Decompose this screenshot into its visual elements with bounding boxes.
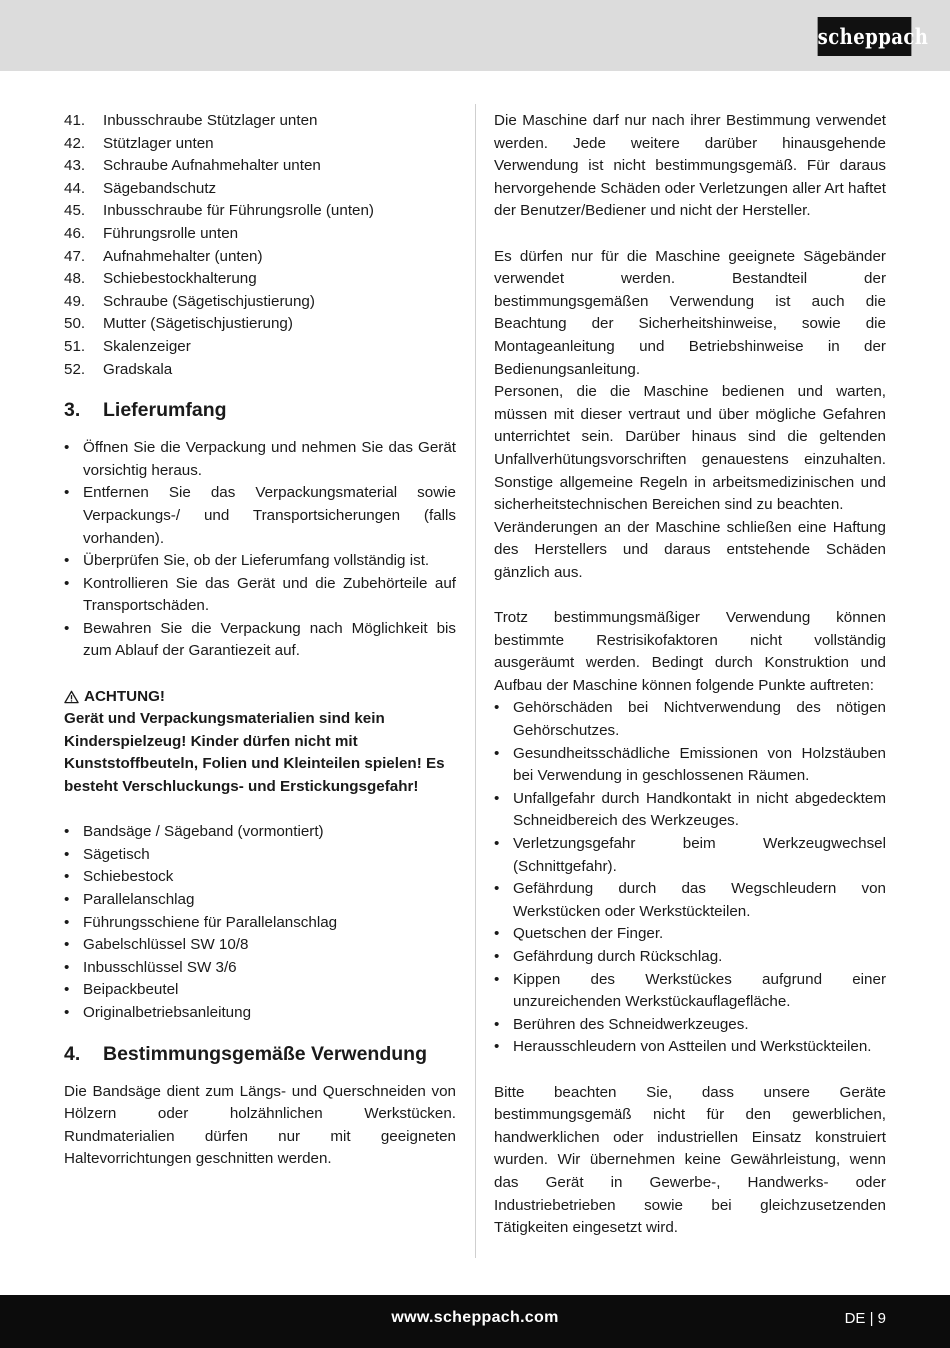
parts-list <box>64 110 456 381</box>
item-text: Aufnahmehalter (unten) <box>103 247 263 265</box>
parts-list-item <box>64 291 456 314</box>
list-item: • Unfallgefahr durch Handkontakt in nicht abgedecktem Schneidbereich des Werkzeuges. <box>494 788 886 833</box>
parts-list-item <box>64 359 456 382</box>
item-text: Schraube (Sägetischjustierung) <box>103 292 315 310</box>
list-item: • Schiebestock <box>64 866 456 889</box>
paragraph: Es dürfen nur für die Maschine geeignete Sägebänder verwendet werden. Bestandteil der bestimmungsgemäßen Verwendung ist auch die Beachtung der Sicherheitshinweise, sowie die Montageanleitung und Betriebshinweise in der Bedienungsanleitung. <box>494 247 886 378</box>
item-text: Stützlager unten <box>103 134 214 152</box>
scope-of-delivery-list <box>64 821 456 1024</box>
section-heading-verwendung <box>64 1041 456 1067</box>
item-number: 50. <box>64 315 86 333</box>
paragraph: Trotz bestimmungsmäßiger Verwendung können bestimmte Restrisikofaktoren nicht vollständig ausgeräumt werden. Bedingt durch Konstruktion und Aufbau der Maschine können folgende Punkte auftreten: <box>494 609 886 694</box>
list-item: • Beipackbeutel <box>64 979 456 1002</box>
list-item: • Gesundheitsschädliche Emissionen von Holzstäuben bei Verwendung in geschlossenen Räumen. <box>494 743 886 788</box>
list-item: • Kippen des Werkstückes aufgrund einer unzureichenden Werkstückauflagefläche. <box>494 969 886 1014</box>
parts-list-item <box>64 268 456 291</box>
page-number: DE | 9 <box>844 1310 886 1327</box>
list-item: • Parallelanschlag <box>64 889 456 912</box>
item-number: 42. <box>64 134 86 152</box>
list-item: • Quetschen der Finger. <box>494 923 886 946</box>
item-text: Sägebandschutz <box>103 179 217 197</box>
list-item: • Kontrollieren Sie das Gerät und die Zubehörteile auf Transportschäden. <box>64 573 456 618</box>
paragraph: Bitte beachten Sie, dass unsere Geräte bestimmungsgemäß nicht für den gewerblichen, handwerklichen oder industriellen Einsatz konstruiert wurden. Wir übernehmen keine Gewährleistung, wenn das Gerät in Gewerbe-, Handwerks- oder Industriebetrieben sowie bei gleichzusetzenden Tätigkeiten eingesetzt wird. <box>494 1083 886 1237</box>
parts-list-item <box>64 313 456 336</box>
paragraph: Die Maschine darf nur nach ihrer Bestimmung verwendet werden. Jede weitere darüber hinausgehende Verwendung ist nicht bestimmungsgemäß. Für daraus hervorgehende Schäden oder Verletzungen aller Art haftet der Benutzer/Bediener und nicht der Hersteller. <box>494 112 886 220</box>
list-item: • Verletzungsgefahr beim Werkzeugwechsel (Schnittgefahr). <box>494 833 886 878</box>
list-item: • Öffnen Sie die Verpackung und nehmen Sie das Gerät vorsichtig heraus. <box>64 437 456 482</box>
header-bar <box>0 0 950 71</box>
item-text: Schraube Aufnahmehalter unten <box>103 157 321 175</box>
item-text: Schiebestockhalterung <box>103 270 257 288</box>
list-item: • Originalbetriebsanleitung <box>64 1002 456 1025</box>
parts-list-item <box>64 178 456 201</box>
brand-logo: scheppach <box>818 17 912 56</box>
item-text: Skalenzeiger <box>103 337 191 355</box>
item-number: 51. <box>64 337 86 355</box>
item-number: 41. <box>64 112 86 129</box>
list-item: • Herausschleudern von Astteilen und Werkstückteilen. <box>494 1036 886 1059</box>
item-number: 45. <box>64 202 86 220</box>
unpacking-steps <box>64 437 456 663</box>
paragraph: Veränderungen an der Maschine schließen eine Haftung des Herstellers und daraus entstehende Schäden gänzlich aus. <box>494 518 886 581</box>
item-number: 44. <box>64 179 86 197</box>
item-number: 47. <box>64 247 86 265</box>
item-text: Inbusschraube für Führungsrolle (unten) <box>103 202 374 220</box>
item-text: Mutter (Sägetischjustierung) <box>103 315 293 333</box>
item-number: 52. <box>64 360 86 378</box>
list-item: • Bewahren Sie die Verpackung nach Möglichkeit bis zum Ablauf der Garantiezeit auf. <box>64 618 456 663</box>
column-divider <box>475 104 476 1258</box>
warning-text: Gerät und Verpackungsmaterialien sind kein Kinderspielzeug! Kinder dürfen nicht mit Kunststoffbeuteln, Folien und Kleinteilen spielen! Es besteht Verschluckungs- und Erstickungsgefahr! <box>64 710 445 796</box>
item-text: Gradskala <box>103 360 173 378</box>
list-item: • Gefährdung durch das Wegschleudern von Werkstücken oder Werkstückteilen. <box>494 878 886 923</box>
list-item: • Berühren des Schneidwerkzeuges. <box>494 1014 886 1037</box>
section-title: Lieferumfang <box>103 399 227 422</box>
list-item: • Gabelschlüssel SW 10/8 <box>64 934 456 957</box>
section-title: Bestimmungsgemäße Verwendung <box>103 1042 427 1065</box>
item-number: 46. <box>64 224 86 242</box>
item-number: 49. <box>64 292 86 310</box>
warning-title <box>64 686 456 709</box>
warning-label: ACHTUNG! <box>84 687 165 705</box>
list-item: • Bandsäge / Sägeband (vormontiert) <box>64 821 456 844</box>
item-number: 48. <box>64 270 86 288</box>
list-item: • Überprüfen Sie, ob der Lieferumfang vollständig ist. <box>64 550 456 573</box>
right-column <box>494 110 886 1240</box>
parts-list-item <box>64 336 456 359</box>
parts-list-item <box>64 133 456 156</box>
parts-list-item <box>64 223 456 246</box>
website-link[interactable]: www.scheppach.com <box>391 1309 559 1326</box>
parts-list-item <box>64 110 456 133</box>
list-item: • Entfernen Sie das Verpackungsmaterial sowie Verpackungs-/ und Transportsicherungen (falls vorhanden). <box>64 482 456 550</box>
parts-list-item <box>64 246 456 269</box>
item-text: Inbusschraube Stützlager unten <box>103 112 318 129</box>
list-item: • Inbusschlüssel SW 3/6 <box>64 957 456 980</box>
section-heading-lieferumfang <box>64 397 456 423</box>
section-number: 3. <box>64 399 81 422</box>
footer-bar <box>0 1295 950 1348</box>
list-item: • Gefährdung durch Rückschlag. <box>494 946 886 969</box>
item-number: 43. <box>64 157 86 175</box>
warning-triangle-icon <box>64 690 79 704</box>
parts-list-item <box>64 155 456 178</box>
list-item: • Gehörschäden bei Nichtverwendung des nötigen Gehörschutzes. <box>494 697 886 742</box>
paragraph: Die Bandsäge dient zum Längs- und Querschneiden von Hölzern oder holzähnlichen Werkstücken. Rundmaterialien dürfen nur mit geeigneten Haltevorrichtungen geschnitten werden. <box>64 1082 456 1168</box>
paragraph: Personen, die die Maschine bedienen und warten, müssen mit dieser vertraut und über mögliche Gefahren unterrichtet sein. Darüber hinaus sind die geltenden Unfallverhütungsvorschriften genauestens einzuhalten. Sonstige allgemeine Regeln in arbeitsmedizinischen und sicherheitstechnischen Bereichen sind zu beachten. <box>494 383 886 514</box>
list-item: • Sägetisch <box>64 844 456 867</box>
section-number: 4. <box>64 1042 81 1065</box>
residual-risks-list <box>494 697 886 1059</box>
left-column <box>64 110 456 1171</box>
warning-block <box>64 686 456 799</box>
item-text: Führungsrolle unten <box>103 224 239 242</box>
parts-list-item <box>64 200 456 223</box>
list-item: • Führungsschiene für Parallelanschlag <box>64 912 456 935</box>
